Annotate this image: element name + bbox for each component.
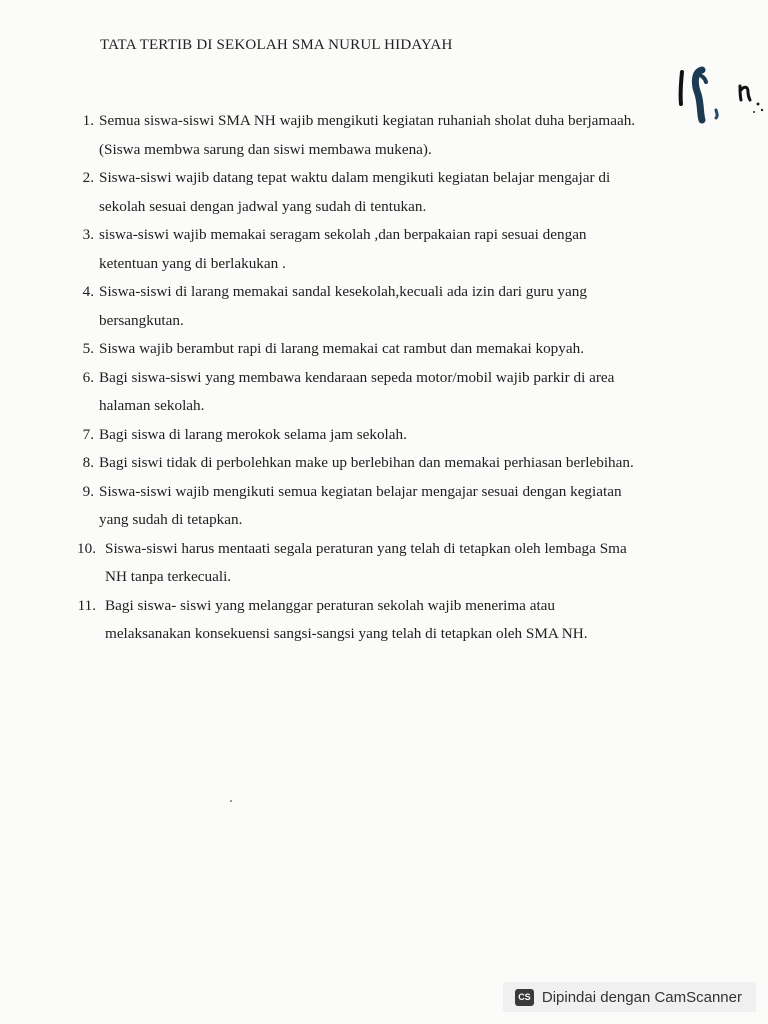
rule-text (99, 221, 720, 278)
rule-line: melaksanakan konsekuensi sangsi-sangsi yang telah di tetapkan oleh SMA NH. (105, 625, 588, 642)
rule-item (70, 364, 720, 421)
rule-item (70, 221, 720, 278)
rule-item (70, 535, 720, 592)
rule-number: 5. (82, 340, 94, 357)
rule-line: (Siswa membwa sarung dan siswi membawa mukena). (99, 140, 432, 158)
document-title: TATA TERTIB DI SEKOLAH SMA NURUL HIDAYAH (100, 37, 453, 53)
rule-line: sekolah sesuai dengan jadwal yang sudah di tentukan. (99, 197, 427, 215)
rule-text (99, 335, 720, 364)
rule-text (99, 107, 720, 164)
rule-line: Siswa wajib berambut rapi di larang memakai cat rambut dan memakai kopyah. (99, 340, 584, 357)
rule-line: ketentuan yang di berlakukan . (99, 254, 286, 272)
rule-item (70, 335, 720, 364)
rule-text (99, 535, 720, 592)
rule-number: 10. (77, 539, 96, 557)
rule-item (70, 421, 720, 450)
rule-number: 4. (82, 283, 94, 300)
rule-line: Semua siswa-siswi SMA NH wajib mengikuti kegiatan ruhaniah sholat duha berjamaah. (99, 112, 636, 129)
camscanner-icon: CS (515, 989, 534, 1006)
rule-number: 6. (82, 368, 94, 386)
rule-line: Bagi siswa di larang merokok selama jam sekolah. (99, 425, 407, 443)
rule-item (70, 278, 720, 335)
rule-line: Bagi siswa-siswi yang membawa kendaraan sepeda motor/mobil wajib parkir di area (99, 368, 615, 386)
rule-text (99, 278, 720, 335)
rule-text (99, 478, 720, 535)
rule-line: NH tanpa terkecuali. (105, 568, 232, 585)
rule-line: yang sudah di tetapkan. (99, 511, 243, 528)
rule-text (99, 164, 720, 221)
rule-item (70, 449, 720, 478)
rule-number: 8. (82, 454, 94, 471)
rule-text (99, 364, 720, 421)
rule-line: Bagi siswi tidak di perbolehkan make up berlebihan dan memakai perhiasan berlebihan. (99, 454, 634, 471)
rule-line: bersangkutan. (99, 311, 184, 329)
rule-line: siswa-siswi wajib memakai seragam sekolah ,dan berpakaian rapi sesuai dengan (99, 226, 587, 243)
rule-line: Siswa-siswi di larang memakai sandal kesekolah,kecuali ada izin dari guru yang (99, 283, 587, 300)
rule-number: 7. (82, 425, 94, 443)
rule-item (70, 592, 720, 649)
rule-line: Bagi siswa- siswi yang melanggar peraturan sekolah wajib menerima atau (105, 596, 555, 614)
rules-list (70, 107, 720, 649)
rule-number: 2. (82, 169, 94, 186)
rule-item (70, 164, 720, 221)
rule-line: halaman sekolah. (99, 397, 205, 414)
rule-line: Siswa-siswi wajib mengikuti semua kegiatan belajar mengajar sesuai dengan kegiatan (99, 482, 622, 500)
rule-number: 3. (82, 226, 94, 243)
rule-item (70, 107, 720, 164)
rule-line: Siswa-siswi harus mentaati segala peraturan yang telah di tetapkan oleh lembaga Sma (105, 539, 627, 557)
watermark-text: Dipindai dengan CamScanner (541, 988, 742, 1006)
rule-number: 1. (82, 112, 94, 129)
rule-text (99, 421, 720, 450)
rule-number: 11. (77, 596, 96, 614)
scan-speck (230, 800, 232, 802)
camscanner-watermark (503, 982, 756, 1012)
rule-line: Siswa-siswi wajib datang tepat waktu dalam mengikuti kegiatan belajar mengajar di (99, 169, 611, 186)
rule-item (70, 478, 720, 535)
rule-text (99, 592, 720, 649)
rule-text (99, 449, 720, 478)
rule-number: 9. (82, 482, 94, 500)
